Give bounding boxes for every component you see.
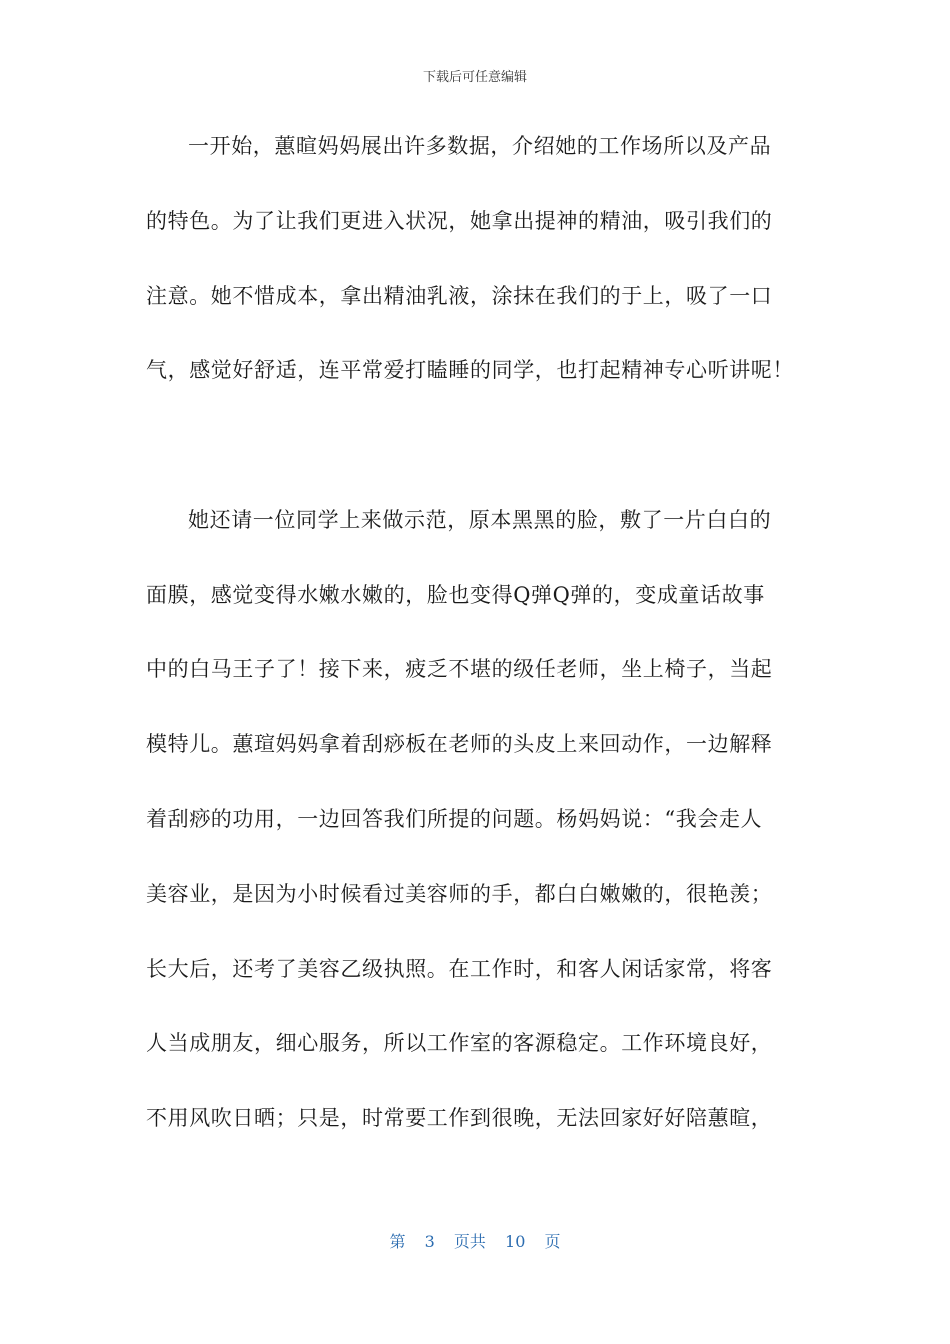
footer-middle: 页共 [453, 1232, 486, 1251]
paragraph-2-line-9: 不用风吹日晒；只是，时常要工作到很晚，无法回家好好陪蕙暄， [146, 1106, 773, 1130]
paragraph-1-line-2: 的特色。为了让我们更进入状况，她拿出提神的精油，吸引我们的 [146, 209, 773, 233]
footer-suffix: 页 [544, 1232, 561, 1251]
page-footer [0, 1229, 950, 1252]
paragraph-2-line-4: 模特儿。蕙瑄妈妈拿着刮痧板在老师的头皮上来回动作，一边解释 [146, 732, 773, 756]
paragraph-2-line-1: 她还请一位同学上来做示范，原本黑黑的脸，敷了一片白白的 [188, 508, 772, 532]
paragraph-1-line-3: 注意。她不惜成本，拿出精油乳液，涂抹在我们的于上，吸了一口 [146, 284, 773, 308]
paragraph-1-line-1: 一开始，蕙暄妈妈展出许多数据，介绍她的工作场所以及产品 [188, 134, 772, 158]
page-header: 下载后可任意编辑 [422, 70, 527, 85]
paragraph-2-line-5: 着刮痧的功用，一边回答我们所提的问题。杨妈妈说：“我会走人 [146, 807, 763, 831]
footer-prefix: 第 [389, 1232, 406, 1251]
paragraph-2-line-6: 美容业，是因为小时候看过美容师的手，都白白嫩嫩的，很艳羡； [146, 882, 773, 906]
paragraph-2-line-8: 人当成朋友，细心服务，所以工作室的客源稳定。工作环境良好， [146, 1031, 773, 1055]
footer-current-page: 3 [424, 1232, 435, 1251]
paragraph-2-line-7: 长大后，还考了美容乙级执照。在工作时，和客人闲话家常，将客 [146, 957, 773, 981]
paragraph-2-line-2: 面膜，感觉变得水嫩水嫩的，脸也变得Q弹Q弹的，变成童话故事 [146, 583, 765, 607]
paragraph-1-line-4: 气，感觉好舒适，连平常爱打瞌睡的同学，也打起精神专心听讲呢！ [146, 358, 794, 382]
footer-total-pages: 10 [505, 1232, 526, 1251]
paragraph-2-line-3: 中的白马王子了！接下来，疲乏不堪的级任老师，坐上椅子，当起 [146, 657, 773, 681]
